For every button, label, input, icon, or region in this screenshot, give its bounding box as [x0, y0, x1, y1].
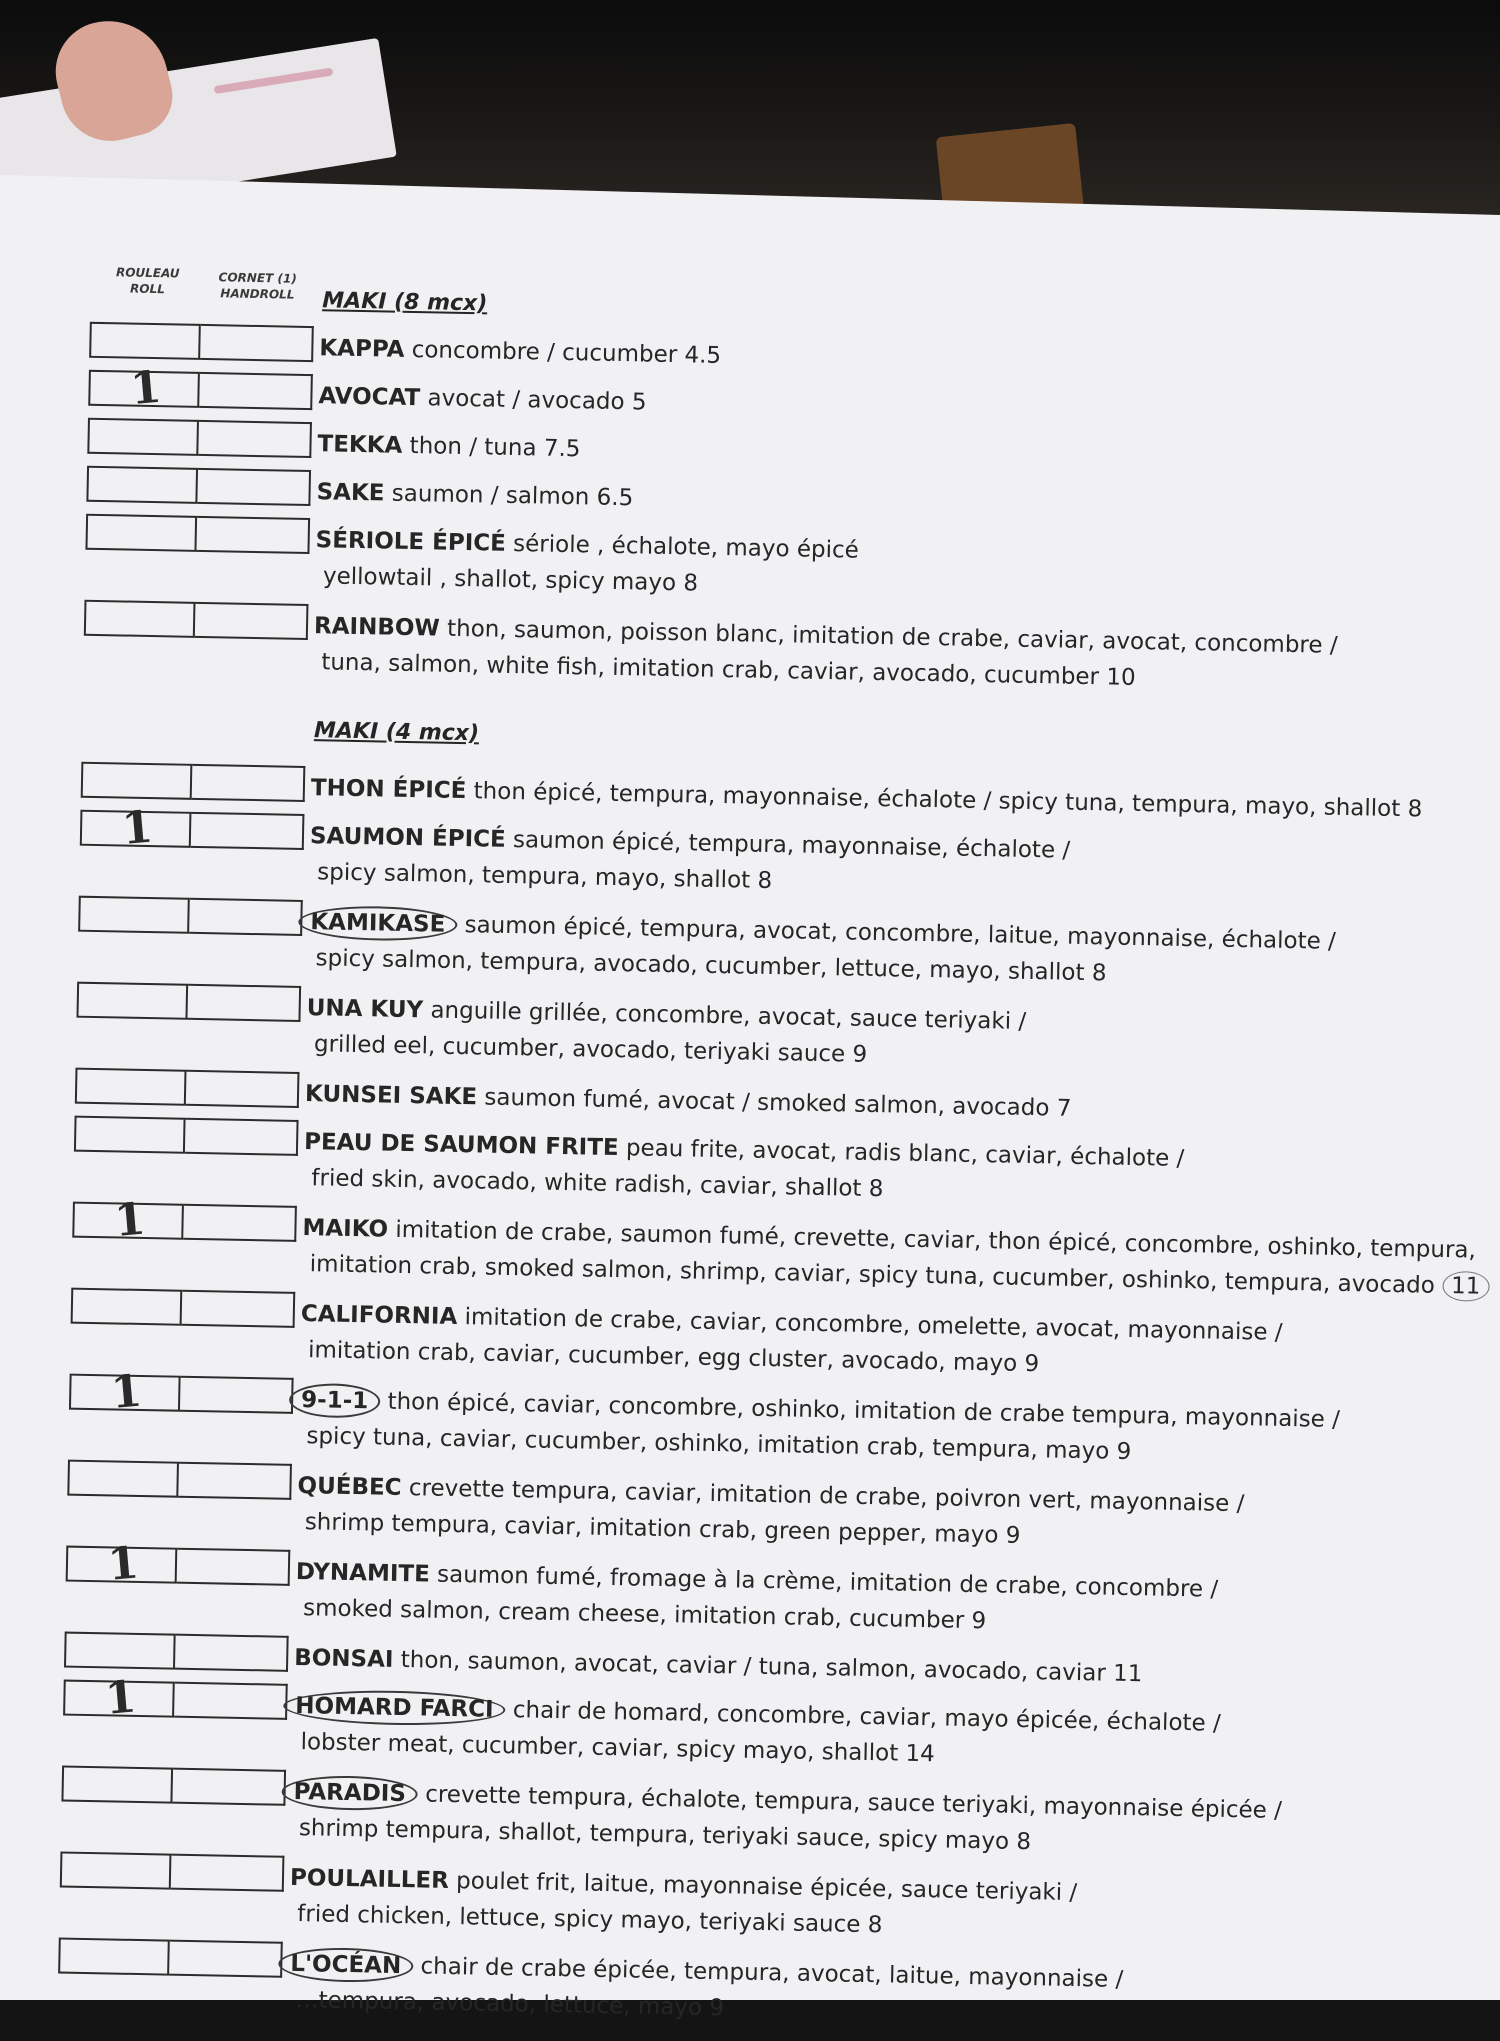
item-description	[307, 904, 1488, 999]
roll-header-fr: ROULEAU	[115, 265, 180, 281]
item-name: KAPPA	[319, 335, 405, 363]
item-line-fr	[318, 378, 1498, 437]
item-description	[301, 1210, 1482, 1305]
item-price: 11	[1442, 1271, 1490, 1302]
roll-quantity-box[interactable]	[74, 1116, 186, 1154]
roll-quantity-box[interactable]	[76, 982, 188, 1020]
quantity-boxes	[87, 418, 314, 458]
item-ingredients: saumon fumé, avocat / smoked salmon, avocado 7	[484, 1084, 1072, 1122]
item-ingredients: poulet frit, laitue, mayonnaise épicée, sauce teriyaki /	[455, 1868, 1078, 1907]
item-ingredients: saumon épicé, tempura, mayonnaise, échalote /	[512, 827, 1071, 864]
handroll-quantity-box[interactable]	[186, 1070, 300, 1108]
item-name: RAINBOW	[313, 613, 441, 642]
handroll-quantity-box[interactable]	[171, 1854, 285, 1892]
item-ingredients-en: spicy salmon, tempura, mayo, shallot 8	[317, 859, 773, 894]
handwritten-quantity: 1	[109, 1365, 144, 1419]
item-line-fr	[319, 330, 1499, 389]
item-name: DYNAMITE	[295, 1558, 431, 1588]
item-ingredients-en: fried skin, avocado, white radish, caviar, shallot 8	[311, 1165, 884, 1203]
section-title: MAKI (4 mcx)	[313, 718, 480, 747]
item-description	[305, 1076, 1485, 1135]
item-description	[289, 1860, 1470, 1955]
quantity-boxes	[76, 982, 303, 1022]
handroll-header-fr: CORNET (1)	[218, 270, 297, 286]
item-ingredients: thon, saumon, poisson blanc, imitation de crabe, caviar, avocat, concombre /	[446, 615, 1338, 659]
handroll-quantity-box[interactable]	[180, 1376, 294, 1414]
item-line-fr	[311, 770, 1491, 829]
item-name: KUNSEI SAKE	[304, 1081, 478, 1111]
item-name: 9-1-1	[289, 1383, 381, 1419]
item-ingredients-en: …tempura, avocado, lettuce, mayo 9	[295, 1987, 725, 2022]
roll-quantity-box[interactable]	[84, 600, 196, 638]
item-description	[298, 1382, 1479, 1477]
item-description	[309, 818, 1490, 913]
handroll-quantity-box[interactable]	[196, 516, 310, 554]
menu-item	[90, 322, 1500, 369]
item-ingredients: imitation de crabe, caviar, concombre, omelette, avocat, mayonnaise /	[464, 1304, 1283, 1346]
item-ingredients: avocat / avocado 5	[427, 385, 647, 416]
item-ingredients: imitation de crabe, saumon fumé, crevette, caviar, thon épicé, concombre, oshinko, tempura,	[395, 1216, 1477, 1264]
item-name: CALIFORNIA	[300, 1301, 458, 1331]
item-name: AVOCAT	[318, 383, 421, 412]
item-description	[295, 1554, 1476, 1649]
item-ingredients: chair de homard, concombre, caviar, mayo épicée, échalote /	[512, 1697, 1221, 1737]
quantity-boxes	[85, 514, 312, 554]
item-ingredients: saumon / salmon 6.5	[391, 480, 634, 512]
item-ingredients: saumon fumé, fromage à la crème, imitation de crabe, concombre /	[436, 1561, 1219, 1603]
item-ingredients: thon, saumon, avocat, caviar / tuna, salmon, avocado, caviar 11	[400, 1647, 1143, 1688]
handwritten-quantity: 1	[128, 361, 164, 416]
quantity-boxes	[88, 361, 315, 416]
handroll-quantity-box[interactable]	[174, 1682, 288, 1720]
handroll-quantity-box[interactable]	[195, 602, 309, 640]
handroll-quantity-box[interactable]	[200, 324, 314, 362]
item-description	[291, 1774, 1472, 1869]
item-ingredients: crevette tempura, échalote, tempura, sauce teriyaki, mayonnaise épicée /	[424, 1781, 1283, 1824]
item-ingredients: concombre / cucumber 4.5	[411, 336, 722, 369]
quantity-boxes	[75, 1068, 302, 1108]
handroll-quantity-box[interactable]	[185, 1118, 299, 1156]
quantity-boxes	[60, 1852, 287, 1892]
item-name: PARADIS	[281, 1775, 418, 1812]
item-ingredients-en: tuna, salmon, white fish, imitation crab, caviar, avocado, cucumber 10	[321, 649, 1136, 691]
handroll-quantity-box[interactable]	[192, 764, 306, 802]
item-ingredients: chair de crabe épicée, tempura, avocat, laitue, mayonnaise /	[420, 1953, 1124, 1993]
item-name: PEAU DE SAUMON FRITE	[303, 1129, 619, 1162]
quantity-boxes	[89, 322, 316, 362]
roll-quantity-box[interactable]	[72, 1193, 184, 1247]
item-name: BONSAI	[293, 1644, 394, 1673]
roll-quantity-box[interactable]	[89, 322, 201, 360]
roll-quantity-box[interactable]	[88, 361, 200, 416]
item-name: POULAILLER	[289, 1864, 450, 1894]
item-ingredients-en: shrimp tempura, shallot, tempura, teriyaki sauce, spicy mayo 8	[298, 1815, 1032, 1856]
item-ingredients: peau frite, avocat, radis blanc, caviar, échalote /	[625, 1135, 1185, 1172]
handroll-quantity-box[interactable]	[191, 812, 305, 850]
roll-quantity-box[interactable]	[58, 1937, 170, 1975]
item-ingredients-en: spicy tuna, caviar, cucumber, oshinko, imitation crab, tempura, mayo 9	[306, 1423, 1132, 1465]
item-name: UNA KUY	[306, 995, 424, 1024]
item-ingredients: thon / tuna 7.5	[409, 432, 581, 463]
item-description	[317, 426, 1497, 485]
handroll-quantity-box[interactable]	[177, 1548, 291, 1586]
handroll-quantity-box[interactable]	[189, 898, 303, 936]
quantity-boxes	[71, 1288, 298, 1328]
roll-quantity-box[interactable]	[64, 1632, 176, 1670]
item-ingredients-en: smoked salmon, cream cheese, imitation crab, cucumber 9	[302, 1595, 987, 1635]
item-name: THON ÉPICÉ	[310, 775, 467, 805]
quantity-boxes	[64, 1632, 291, 1672]
roll-quantity-box[interactable]	[80, 801, 192, 856]
roll-quantity-box[interactable]	[86, 466, 198, 504]
item-line-fr	[316, 474, 1496, 533]
item-description	[318, 378, 1498, 437]
quantity-boxes	[67, 1460, 294, 1500]
quantity-boxes	[58, 1937, 285, 1977]
roll-quantity-box[interactable]	[60, 1852, 172, 1890]
section-title: MAKI (8 mcx)	[322, 288, 488, 317]
roll-quantity-box[interactable]	[66, 1537, 178, 1591]
handwritten-quantity: 1	[112, 1193, 148, 1247]
handroll-quantity-box[interactable]	[175, 1634, 289, 1672]
quantity-boxes	[81, 762, 308, 802]
handroll-quantity-box[interactable]	[178, 1462, 292, 1500]
item-ingredients-en: imitation crab, caviar, cucumber, egg cluster, avocado, mayo 9	[307, 1337, 1040, 1378]
quantity-boxes	[78, 896, 305, 936]
item-description	[311, 770, 1491, 829]
handroll-column-header	[212, 269, 303, 303]
item-description	[287, 1946, 1468, 2041]
roll-quantity-box[interactable]	[71, 1288, 183, 1326]
item-ingredients: thon épicé, tempura, mayonnaise, échalote / spicy tuna, tempura, mayo, shallot 8	[473, 778, 1423, 823]
item-ingredients: saumon épicé, tempura, avocat, concombre, laitue, mayonnaise, échalote /	[464, 912, 1337, 955]
item-description	[313, 608, 1494, 703]
quantity-boxes	[66, 1537, 293, 1591]
handroll-quantity-box[interactable]	[198, 420, 312, 458]
handroll-quantity-box[interactable]	[172, 1768, 286, 1806]
roll-quantity-box[interactable]	[75, 1068, 187, 1106]
item-description	[292, 1688, 1473, 1783]
item-line-fr	[305, 1076, 1485, 1135]
handroll-quantity-box[interactable]	[197, 468, 311, 506]
item-name: SAUMON ÉPICÉ	[309, 823, 506, 853]
item-line-fr	[317, 426, 1497, 485]
handroll-header-en: HANDROLL	[220, 286, 295, 302]
quantity-boxes	[69, 1365, 296, 1419]
roll-column-header	[102, 264, 193, 298]
handwritten-quantity: 1	[119, 801, 155, 856]
item-name: TEKKA	[317, 431, 403, 459]
handroll-quantity-box[interactable]	[187, 984, 301, 1022]
item-ingredients: thon épicé, caviar, concombre, oshinko, imitation de crabe tempura, mayonnaise /	[387, 1388, 1341, 1433]
roll-quantity-box[interactable]	[78, 896, 190, 934]
roll-quantity-box[interactable]	[67, 1460, 179, 1498]
quantity-boxes	[74, 1116, 301, 1156]
item-name: SÉRIOLE ÉPICÉ	[315, 527, 507, 557]
item-ingredients-en: imitation crab, smoked salmon, shrimp, caviar, spicy tuna, cucumber, oshinko, tempura, avocado	[309, 1251, 1436, 1299]
handroll-quantity-box[interactable]	[183, 1204, 297, 1242]
item-ingredients: anguille grillée, concombre, avocat, sauce teriyaki /	[430, 997, 1027, 1035]
item-ingredients-en: yellowtail , shallot, spicy mayo 8	[322, 563, 699, 597]
menu-item	[81, 762, 1500, 823]
roll-header-en: ROLL	[129, 281, 165, 297]
roll-quantity-box[interactable]	[61, 1766, 173, 1804]
handroll-quantity-box[interactable]	[169, 1940, 283, 1978]
handroll-quantity-box[interactable]	[199, 372, 313, 410]
item-name: SAKE	[316, 479, 385, 507]
handroll-quantity-box[interactable]	[182, 1290, 296, 1328]
item-description	[319, 330, 1499, 389]
quantity-boxes	[61, 1766, 288, 1806]
roll-quantity-box[interactable]	[81, 762, 193, 800]
roll-quantity-box[interactable]	[63, 1671, 175, 1725]
roll-quantity-box[interactable]	[87, 418, 199, 456]
item-name: QUÉBEC	[297, 1472, 402, 1501]
quantity-boxes	[84, 600, 311, 640]
item-description	[315, 522, 1496, 617]
item-description	[300, 1296, 1481, 1391]
handwritten-quantity: 1	[103, 1671, 139, 1725]
item-description	[303, 1124, 1484, 1219]
item-name: L'OCÉAN	[278, 1947, 414, 1984]
quantity-boxes	[72, 1193, 299, 1247]
item-ingredients-en: grilled eel, cucumber, avocado, teriyaki sauce 9	[313, 1031, 868, 1068]
quantity-boxes	[86, 466, 313, 506]
item-description	[294, 1640, 1474, 1699]
item-name: MAIKO	[302, 1215, 389, 1243]
roll-quantity-box[interactable]	[85, 514, 197, 552]
item-ingredients-en: shrimp tempura, caviar, imitation crab, green pepper, mayo 9	[304, 1509, 1021, 1549]
roll-quantity-box[interactable]	[69, 1365, 181, 1419]
item-ingredients-en: spicy salmon, tempura, avocado, cucumber, lettuce, mayo, shallot 8	[315, 945, 1107, 987]
item-name: HOMARD FARCI	[283, 1689, 506, 1727]
item-ingredients: sériole , échalote, mayo épicé	[512, 530, 860, 564]
item-ingredients-en: fried chicken, lettuce, spicy mayo, teriyaki sauce 8	[297, 1901, 883, 1939]
item-description	[316, 474, 1496, 533]
quantity-boxes	[63, 1671, 290, 1725]
item-name: KAMIKASE	[298, 905, 458, 942]
item-ingredients-en: lobster meat, cucumber, caviar, spicy mayo, shallot 14	[300, 1729, 936, 1768]
item-ingredients: crevette tempura, caviar, imitation de crabe, poivron vert, mayonnaise /	[408, 1475, 1245, 1518]
item-description	[306, 990, 1487, 1085]
quantity-boxes	[80, 801, 307, 856]
handwritten-quantity: 1	[105, 1537, 141, 1591]
item-line-fr	[294, 1640, 1474, 1699]
item-description	[296, 1468, 1477, 1563]
